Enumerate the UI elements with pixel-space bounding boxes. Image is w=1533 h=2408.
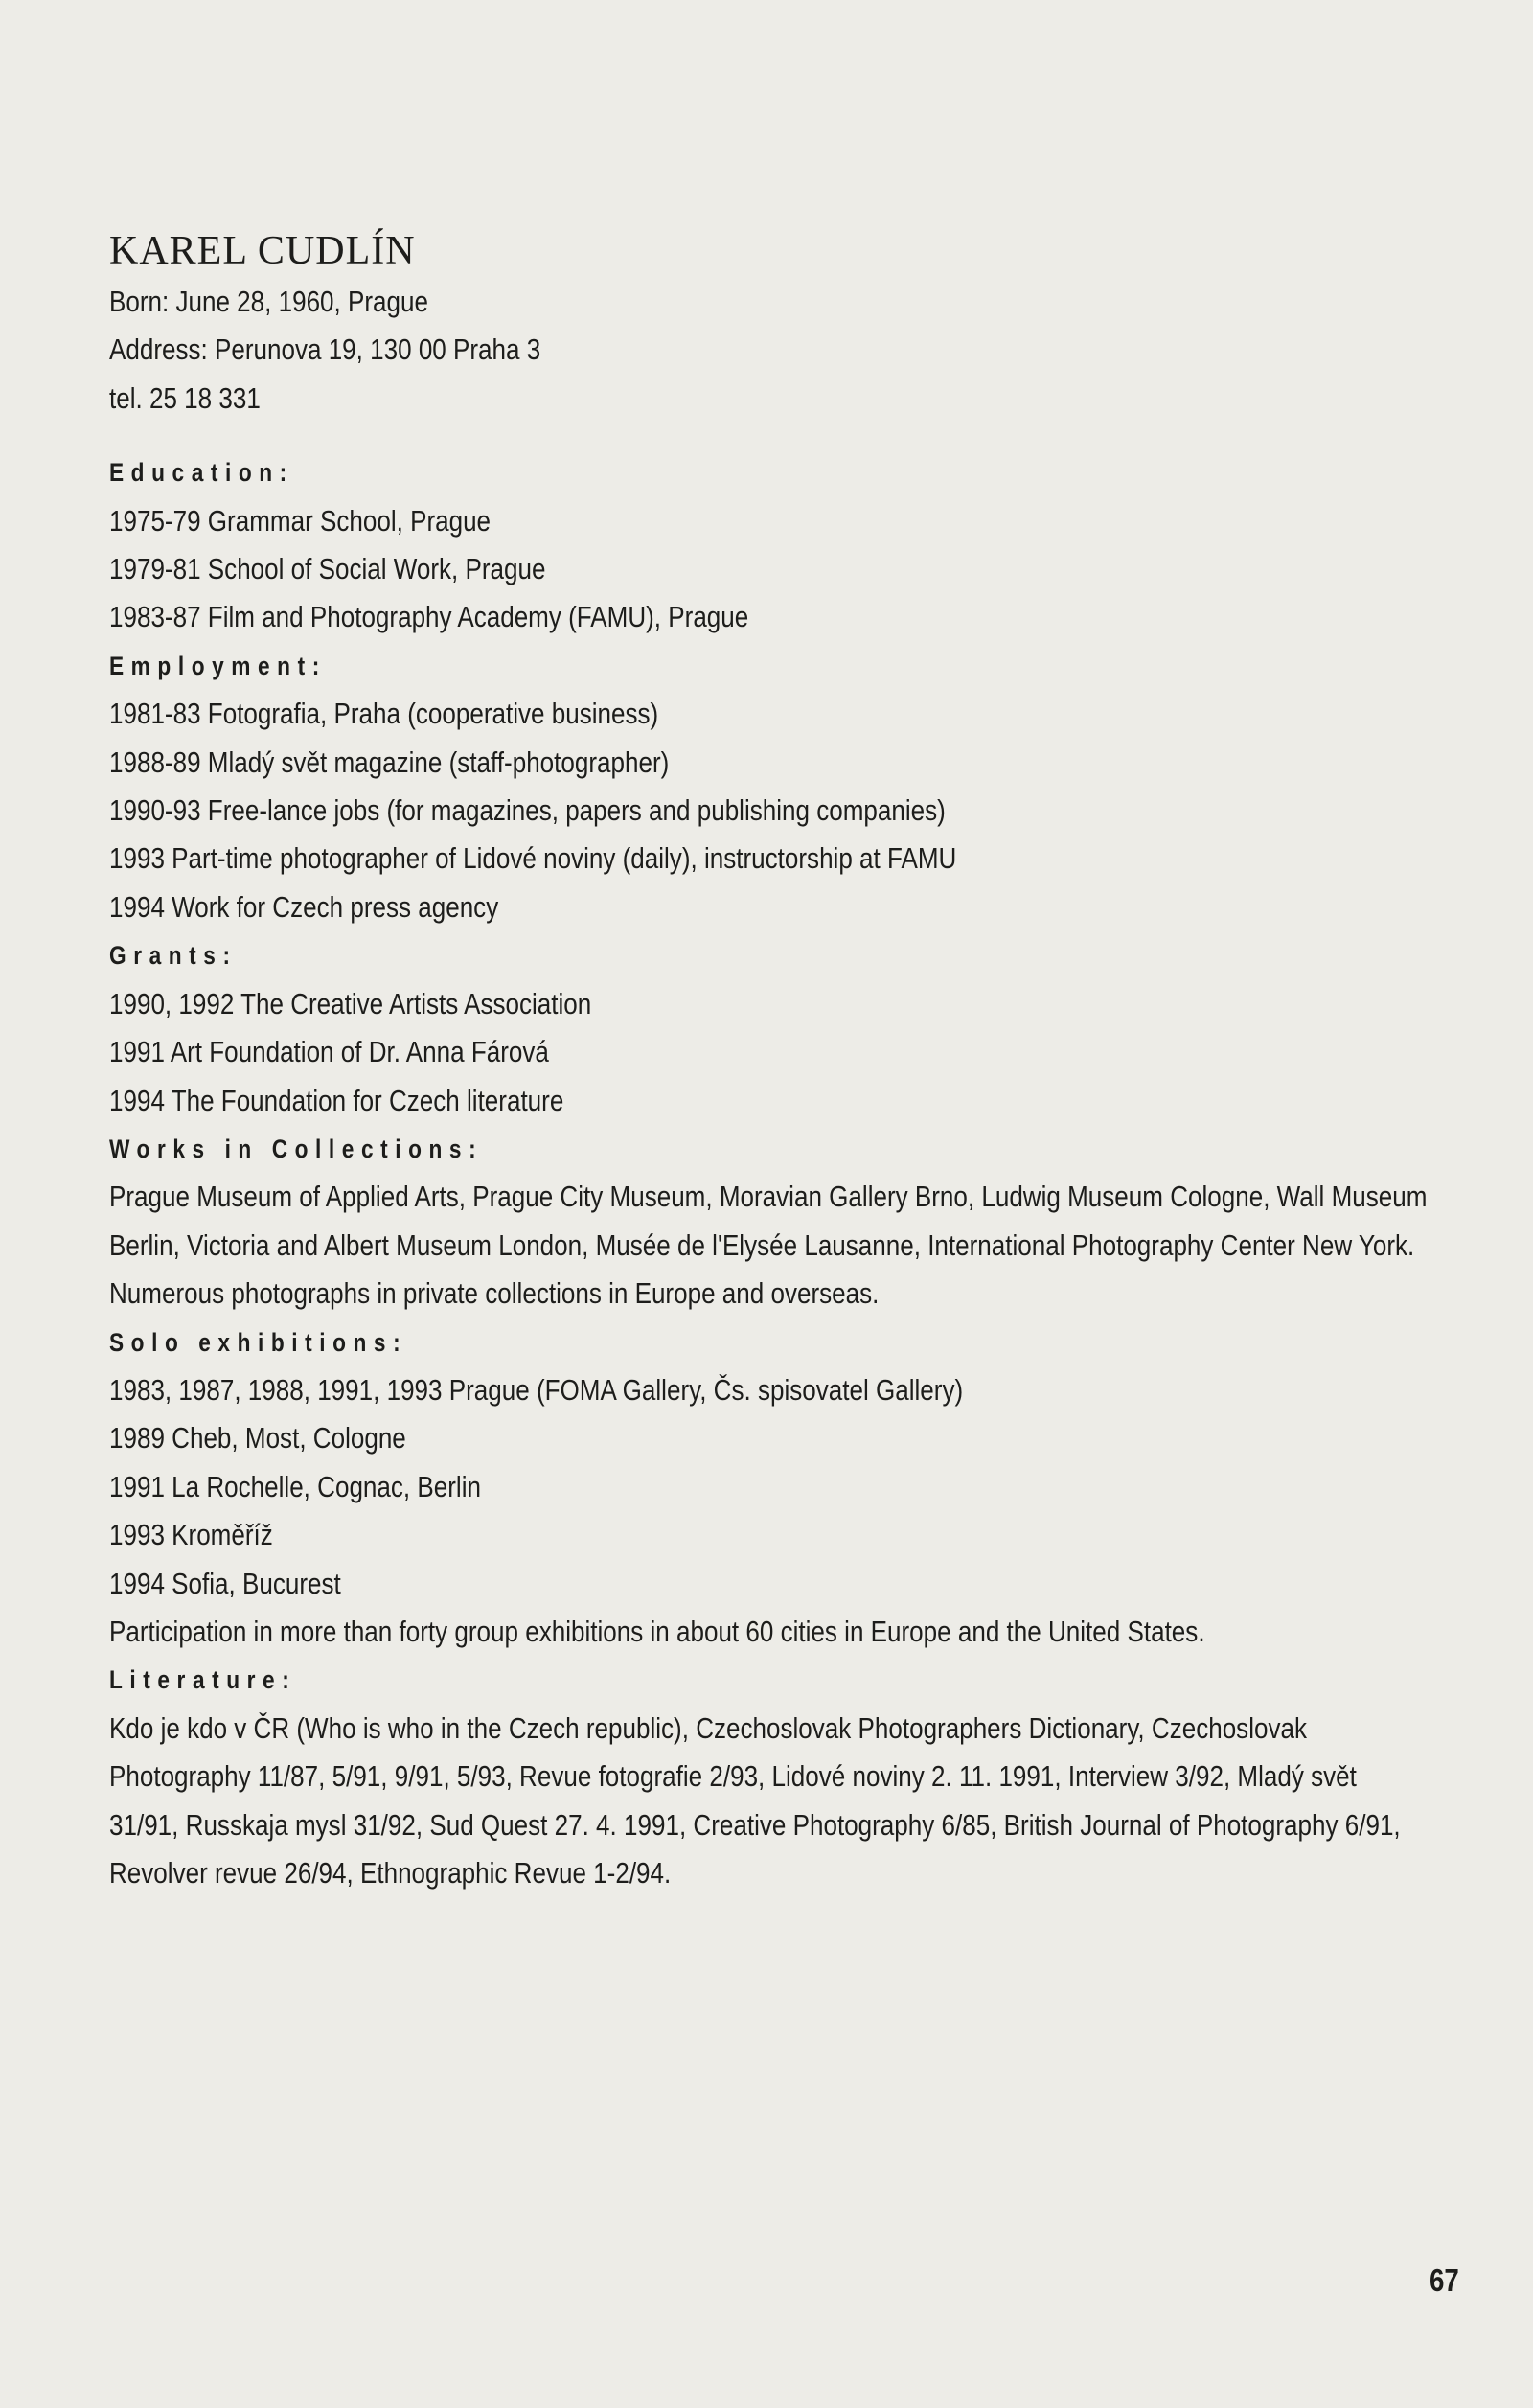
solo-exhibitions-heading: Solo exhibitions: (109, 1327, 408, 1357)
employment-heading: Employment: (109, 651, 327, 680)
collections-note: Numerous photographs in private collections in Europe and overseas. (109, 1276, 880, 1311)
solo-exhibition-item: 1983, 1987, 1988, 1991, 1993 Prague (FOMA Gallery, Čs. spisovatel Gallery) (109, 1372, 964, 1407)
education-item: 1983-87 Film and Photography Academy (FAMU), Prague (109, 600, 749, 634)
solo-exhibition-item: 1991 La Rochelle, Cognac, Berlin (109, 1469, 481, 1503)
collections-text: Prague Museum of Applied Arts, Prague City Museum, Moravian Gallery Brno, Ludwig Museum Cologne, Wall Museum Berlin, Victoria and Albert Museum London, Musée de l'Elysée Lausanne, International Photography Center New York. (109, 1180, 1428, 1262)
education-item: 1979-81 School of Social Work, Prague (109, 552, 546, 586)
section-gap (109, 423, 1374, 448)
born-line: Born: June 28, 1960, Prague (109, 285, 428, 318)
grants-item: 1994 The Foundation for Czech literature (109, 1083, 564, 1117)
solo-exhibition-item: 1989 Cheb, Most, Cologne (109, 1421, 406, 1456)
literature-heading: Literature: (109, 1665, 297, 1695)
employment-item: 1993 Part-time photographer of Lidové noviny (daily), instructorship at FAMU (109, 841, 957, 876)
employment-item: 1994 Work for Czech press agency (109, 889, 499, 924)
grants-item: 1990, 1992 The Creative Artists Association (109, 986, 592, 1021)
page-number: 67 (1430, 2262, 1459, 2298)
employment-item: 1981-83 Fotografia, Praha (cooperative business) (109, 697, 659, 731)
group-exhibitions-text: Participation in more than forty group exhibitions in about 60 cities in Europe and the United States. (109, 1614, 1205, 1648)
literature-text: Kdo je kdo v ČR (Who is who in the Czech republic), Czechoslovak Photographers Dictionary, Czechoslovak Photography 11/87, 5/91, 9/91, 5/93, Revue fotografie 2/93, Lidové noviny 2. 11. 1991, Interview 3/92, Mladý svět 31/91, Russkaja mysl 31/92, Sud Quest 27. 4. 1991, Creative Photography 6/85, British Journal of Photography 6/91, Revolver revue 26/94, Ethnographic Revue 1-2/94. (109, 1710, 1401, 1890)
employment-item: 1990-93 Free-lance jobs (for magazines, papers and publishing companies) (109, 793, 946, 828)
artist-name: KAREL CUDLÍN (109, 229, 416, 273)
grants-item: 1991 Art Foundation of Dr. Anna Fárová (109, 1035, 549, 1069)
solo-exhibition-item: 1993 Kroměříž (109, 1518, 273, 1552)
biography (109, 226, 1428, 1897)
address-line: Address: Perunova 19, 130 00 Praha 3 (109, 333, 541, 367)
education-heading: Education: (109, 458, 294, 488)
education-item: 1975-79 Grammar School, Prague (109, 503, 492, 538)
employment-item: 1988-89 Mladý svět magazine (staff-photographer) (109, 745, 670, 779)
solo-exhibition-item: 1994 Sofia, Bucurest (109, 1566, 341, 1600)
tel-line: tel. 25 18 331 (109, 380, 261, 415)
collections-heading: Works in Collections: (109, 1134, 484, 1163)
grants-heading: Grants: (109, 941, 238, 971)
